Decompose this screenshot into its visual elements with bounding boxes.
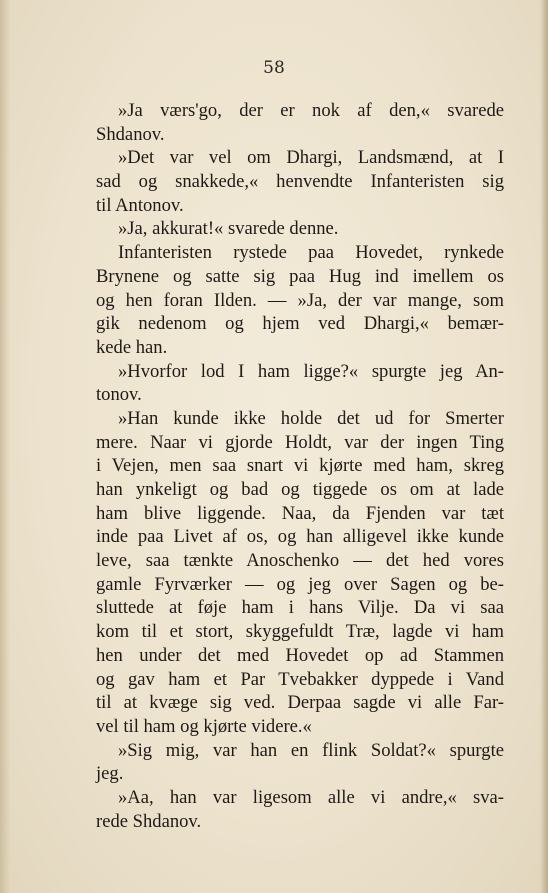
text-line: kede han. — [96, 336, 168, 358]
text-line: og hen foran Ilden. — »Ja, der var mange, som — [96, 289, 504, 311]
text-line: tonov. — [96, 384, 142, 406]
page-number: 58 — [263, 58, 285, 78]
text-line: og gav ham et Par Tvebakker dyppede i Vand — [96, 668, 504, 690]
text-line: leve, saa tænkte Anoschenko — det hed vores — [96, 550, 504, 572]
body-text — [96, 99, 504, 833]
text-line: i Vejen, men saa snart vi kjørte med ham, skreg — [96, 455, 504, 477]
text-line: »Det var vel om Dhargi, Landsmænd, at I — [118, 147, 504, 169]
text-line: jeg. — [96, 763, 124, 785]
text-line: Infanteristen rystede paa Hovedet, rynkede — [118, 242, 504, 264]
text-line: sad og snakkede,« henvendte Infanteristen sig — [96, 171, 504, 193]
text-line: hen under det med Hovedet op ad Stammen — [96, 644, 504, 666]
text-line: »Han kunde ikke holde det ud for Smerter — [118, 407, 504, 429]
text-line: vel til ham og kjørte videre.« — [96, 715, 312, 737]
text-line: sluttede at føje ham i hans Vilje. Da vi saa — [96, 597, 504, 619]
text-line: til Antonov. — [96, 194, 184, 216]
page-edge-left — [0, 0, 10, 893]
text-line: gik nedenom og hjem ved Dhargi,« bemær- — [96, 313, 504, 335]
text-line: kom til et stort, skyggefuldt Træ, lagde vi ham — [96, 621, 504, 643]
text-line: rede Shdanov. — [96, 810, 202, 832]
text-line: Brynene og satte sig paa Hug ind imellem os — [96, 265, 504, 287]
text-line: »Sig mig, var han en flink Soldat?« spurgte — [118, 739, 504, 761]
text-line: »Hvorfor lod I ham ligge?« spurgte jeg An- — [118, 360, 504, 382]
text-line: til at kvæge sig ved. Derpaa sagde vi alle Far- — [96, 692, 504, 714]
text-line: inde paa Livet af os, og han alligevel ikke kunde — [96, 526, 504, 548]
text-line: mere. Naar vi gjorde Holdt, var der ingen Ting — [96, 431, 504, 453]
text-line: gamle Fyrværker — og jeg over Sagen og be- — [96, 573, 504, 595]
text-line: »Ja, akkurat!« svarede denne. — [118, 218, 339, 240]
text-line: han ynkeligt og bad og tiggede os om at lade — [96, 479, 504, 500]
text-line: »Ja værs'go, der er nok af den,« svarede — [118, 100, 504, 121]
text-line: Shdanov. — [96, 123, 165, 145]
text-line: ham blive liggende. Naa, da Fjenden var tæt — [96, 502, 504, 524]
text-line: »Aa, han var ligesom alle vi andre,« sva- — [118, 786, 504, 808]
page-edge-right — [540, 0, 548, 893]
